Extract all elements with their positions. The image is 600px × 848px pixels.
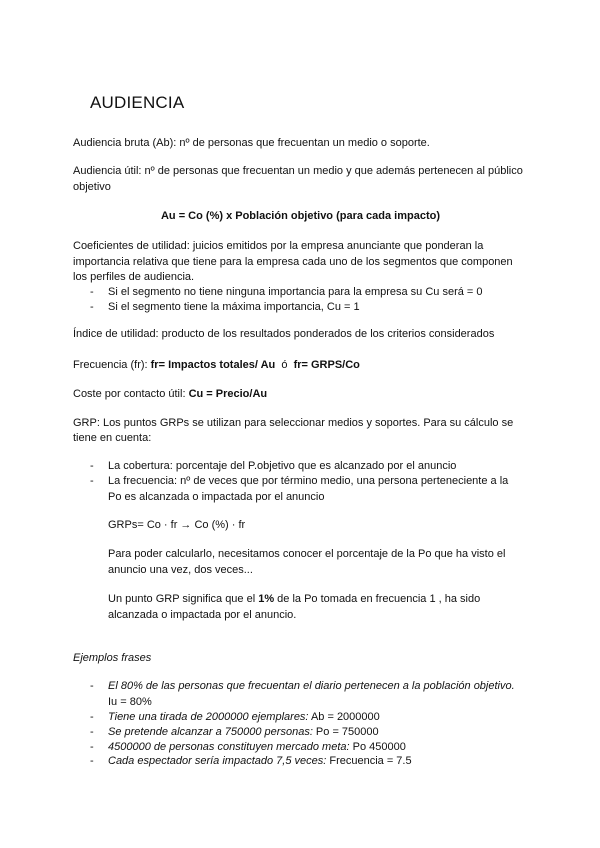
audiencia-util-line-1: Audiencia útil: nº de personas que frecuentan un medio y que además pertenecen al público [73,165,523,177]
ejemplo-3-text [90,724,530,740]
page-title: AUDIENCIA [90,93,185,112]
audiencia-util-line-2: objetivo [73,181,111,193]
coeficientes-line-1: Coeficientes de utilidad: juicios emitidos por la empresa anunciante que ponderan la [73,240,484,252]
ejemplo-3-value: Po = 750000 [312,726,379,738]
frecuencia-label: Frecuencia (fr): [73,359,151,371]
frecuencia-formula-2: fr= GRPS/Co [293,359,360,371]
punto-percent: 1% [258,593,275,605]
frecuencia-separator: ó [275,359,294,371]
ejemplo-1-line-2 [90,694,530,710]
grps-formula: GRPs= Co · fr → Co (%) · fr [108,519,246,531]
ejemplo-5 [90,753,530,769]
ejemplo-5-text [90,753,530,769]
calculo-line-1: Para poder calcularlo, necesitamos conocer el porcentaje de la Po que ha visto el [108,548,506,560]
ejemplo-5-value: Frecuencia = 7.5 [326,755,412,767]
ejemplo-3 [90,724,530,740]
coeficientes-line-2: importancia relativa que tiene para la empresa cada uno de los segmentos que componen [73,256,513,268]
punto-grp-line-1 [108,591,528,607]
bullet-text: La cobertura: porcentaje del P.objetivo que es alcanzado por el anuncio [108,460,457,472]
grp-line-2: tiene en cuenta: [73,432,152,444]
ejemplos-title: Ejemplos frases [73,652,152,664]
ejemplo-5-italic: Cada espectador sería impactado 7,5 veces: [108,755,327,767]
coeficientes-line-3: los perfiles de audiencia. [73,271,195,283]
coste-label: Coste por contacto útil: [73,388,189,400]
ejemplos-heading [73,650,528,666]
grp-line-1: GRP: Los puntos GRPs se utilizan para seleccionar medios y soportes. Para su cálculo se [73,417,514,429]
grp-bullet-1 [90,458,530,474]
ejemplo-4-italic: 4500000 de personas constituyen mercado meta: [108,741,350,753]
bullet-text-line-1: La frecuencia: nº de veces que por término medio, una persona perteneciente a la [108,475,509,487]
bullet-dash: - [90,286,94,298]
ejemplo-2-italic: Tiene una tirada de 2000000 ejemplares: [108,711,309,723]
bullet-dash: - [90,301,94,313]
coef-bullet-1 [90,284,530,300]
bullet-dash: - [90,475,94,487]
coste-line [73,386,528,402]
ejemplo-1-line-1 [90,678,530,694]
bullet-dash: - [90,741,94,753]
ejemplo-3-italic: Se pretende alcanzar a 750000 personas: [108,726,313,738]
punto-text-a: Un punto GRP significa que el [108,593,259,605]
bullet-text-line-2: Po es alcanzada o impactada por el anuncio [108,491,325,503]
punto-grp-line-2: alcanzada o impactada por el anuncio. [108,609,297,621]
ejemplo-2-value: Ab = 2000000 [308,711,380,723]
ejemplo-1-value: Iu = 80% [108,696,152,708]
indice-utilidad: Índice de utilidad: producto de los resultados ponderados de los criterios considerados [73,328,495,340]
bullet-dash: - [90,711,94,723]
coef-bullet-2 [90,299,530,315]
bullet-text: Si el segmento no tiene ninguna importancia para la empresa su Cu será = 0 [108,286,483,298]
grp-bullet-2 [90,473,530,505]
bullet-dash: - [90,755,94,767]
bullet-text: Si el segmento tiene la máxima importancia, Cu = 1 [108,301,360,313]
ejemplo-2 [90,709,530,725]
bullet-dash: - [90,460,94,472]
frecuencia-formula-1: fr= Impactos totales/ Au [150,359,276,371]
frecuencia-line [73,357,528,373]
audiencia-bruta-paragraph: Audiencia bruta (Ab): nº de personas que frecuentan un medio o soporte. [73,137,430,149]
ejemplo-1-italic: El 80% de las personas que frecuentan el diario pertenecen a la población objetivo. [108,680,515,692]
punto-text-c: de la Po tomada en frecuencia 1 , ha sido [274,593,481,605]
ejemplo-1 [90,678,530,710]
formula-au: Au = Co (%) x Población objetivo (para cada impacto) [160,210,441,222]
bullet-dash: - [90,680,94,692]
coste-formula: Cu = Precio/Au [188,388,268,400]
calculo-line-2: anuncio una vez, dos veces... [108,564,253,576]
bullet-dash: - [90,726,94,738]
ejemplo-2-text [90,709,530,725]
ejemplo-4-value: Po 450000 [349,741,406,753]
